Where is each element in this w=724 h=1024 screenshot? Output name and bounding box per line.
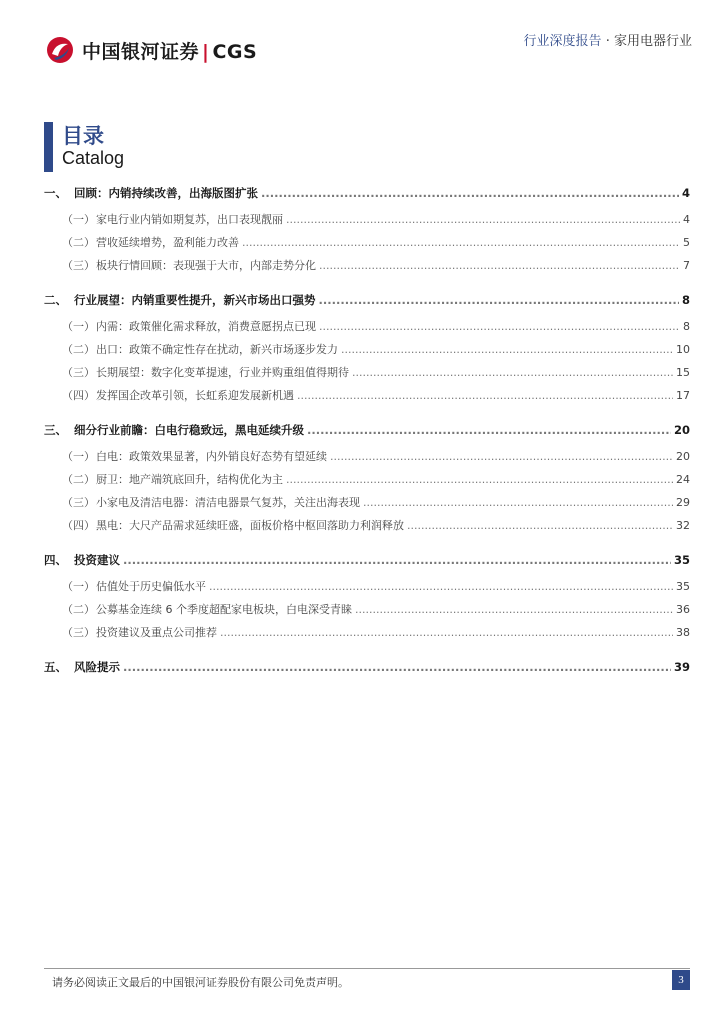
toc-leader-dots — [123, 553, 671, 567]
toc-leader-dots — [123, 660, 671, 674]
toc-entry-page: 36 — [676, 603, 690, 616]
toc-entry-number: （三） — [62, 626, 95, 639]
page-number: 3 — [672, 970, 690, 990]
toc-leader-dots — [261, 186, 679, 200]
report-type-label: 行业深度报告 — [523, 34, 602, 49]
toc-entry-page: 5 — [683, 236, 690, 249]
toc-entry-number: （一） — [62, 450, 95, 463]
toc-entry-title: 细分行业前瞻：白电行稳致远，黑电延续升级 — [74, 423, 304, 437]
toc-entry-title: 黑电：大尺产品需求延续旺盛，面板价格中枢回落助力利润释放 — [96, 519, 404, 532]
toc-entry-title: 出口：政策不确定性存在扰动，新兴市场逐步发力 — [96, 343, 338, 356]
toc-entry-number: 四、 — [44, 553, 67, 567]
toc-subsection-entry[interactable] — [44, 450, 690, 464]
toc-entry-page: 15 — [676, 366, 690, 379]
logo-abbr: CGS — [212, 40, 258, 63]
toc-leader-dots — [352, 366, 673, 380]
toc-leader-dots — [307, 423, 671, 437]
footer-divider — [44, 968, 690, 969]
toc-leader-dots — [355, 603, 673, 617]
toc-section-entry[interactable] — [44, 186, 690, 200]
toc-subsection-entry[interactable] — [44, 259, 690, 273]
toc-entry-number: 二、 — [44, 293, 67, 307]
toc-entry-title: 板块行情回顾：表现强于大市，内部走势分化 — [96, 259, 316, 272]
toc-entry-title: 小家电及清洁电器：清洁电器景气复苏，关注出海表现 — [96, 496, 360, 509]
toc-section-entry[interactable] — [44, 553, 690, 567]
toc-subsection-entry[interactable] — [44, 603, 690, 617]
toc-leader-dots — [319, 320, 680, 334]
toc-subsection-entry[interactable] — [44, 496, 690, 510]
toc-entry-page: 17 — [676, 389, 690, 402]
toc-entry-title: 回顾：内销持续改善，出海版图扩张 — [74, 186, 258, 200]
title-accent-bar — [44, 122, 53, 172]
toc-entry-number: （三） — [62, 366, 95, 379]
toc-entry-number: （二） — [62, 343, 95, 356]
toc-leader-dots — [297, 389, 673, 403]
report-separator: · — [605, 34, 610, 49]
toc-subsection-entry[interactable] — [44, 519, 690, 533]
toc-entry-page: 32 — [676, 519, 690, 532]
toc-entry-page: 20 — [676, 450, 690, 463]
toc-entry-number: （四） — [62, 519, 95, 532]
toc-entry-number: （三） — [62, 496, 95, 509]
toc-entry-number: （二） — [62, 603, 95, 616]
toc-section-entry[interactable] — [44, 423, 690, 437]
toc-entry-number: （三） — [62, 259, 95, 272]
toc-entry-number: 一、 — [44, 186, 67, 200]
toc-entry-title: 厨卫：地产端筑底回升，结构优化为主 — [96, 473, 283, 486]
toc-subsection-entry[interactable] — [44, 366, 690, 380]
toc-entry-number: （四） — [62, 389, 95, 402]
toc-entry-title: 风险提示 — [74, 660, 120, 674]
toc-entry-title: 家电行业内销如期复苏，出口表现靓丽 — [96, 213, 283, 226]
toc-leader-dots — [286, 213, 680, 227]
toc-entry-title: 估值处于历史偏低水平 — [96, 580, 206, 593]
toc-entry-number: （二） — [62, 236, 95, 249]
toc-entry-title: 营收延续增势，盈利能力改善 — [96, 236, 239, 249]
toc-section-entry[interactable] — [44, 660, 690, 674]
toc-entry-title: 发挥国企改革引领，长虹系迎发展新机遇 — [96, 389, 294, 402]
page-header — [0, 0, 724, 80]
toc-leader-dots — [330, 450, 673, 464]
toc-entry-page: 8 — [683, 320, 690, 333]
toc-entry-page: 38 — [676, 626, 690, 639]
toc-entry-title: 白电：政策效果显著，内外销良好态势有望延续 — [96, 450, 327, 463]
report-category — [524, 30, 692, 49]
toc-entry-page: 8 — [681, 293, 690, 307]
toc-entry-page: 7 — [683, 259, 690, 272]
logo-name: 中国银河证券 — [82, 40, 200, 63]
toc-leader-dots — [319, 293, 679, 307]
toc-entry-title: 公募基金连续 6 个季度超配家电板块，白电深受青睐 — [96, 603, 352, 616]
toc-entry-page: 39 — [673, 660, 690, 674]
logo-separator: | — [202, 40, 210, 63]
footer-disclaimer: 请务必阅读正文最后的中国银河证券股份有限公司免责声明。 — [52, 976, 349, 989]
toc-entry-title: 内需：政策催化需求释放，消费意愿拐点已现 — [96, 320, 316, 333]
toc-subsection-entry[interactable] — [44, 213, 690, 227]
toc-leader-dots — [319, 259, 680, 273]
toc-entry-page: 35 — [673, 553, 690, 567]
toc-subsection-entry[interactable] — [44, 473, 690, 487]
toc-entry-number: （二） — [62, 473, 95, 486]
toc-entry-number: 五、 — [44, 660, 67, 674]
catalog-title-cn: 目录 — [62, 124, 104, 148]
toc-leader-dots — [242, 236, 680, 250]
toc-entry-page: 10 — [676, 343, 690, 356]
toc-entry-page: 20 — [673, 423, 690, 437]
industry-label: 家用电器行业 — [613, 34, 692, 49]
toc-entry-title: 投资建议 — [74, 553, 120, 567]
toc-section-entry[interactable] — [44, 293, 690, 307]
toc-entry-title: 投资建议及重点公司推荐 — [96, 626, 217, 639]
logo-text — [82, 37, 257, 64]
toc-leader-dots — [286, 473, 673, 487]
toc-subsection-entry[interactable] — [44, 389, 690, 403]
company-logo — [44, 36, 257, 64]
toc-entry-page: 29 — [676, 496, 690, 509]
toc-entry-number: （一） — [62, 580, 95, 593]
toc-leader-dots — [220, 626, 673, 640]
toc-leader-dots — [363, 496, 673, 510]
toc-entry-page: 24 — [676, 473, 690, 486]
toc-entry-page: 4 — [683, 213, 690, 226]
toc-leader-dots — [209, 580, 673, 594]
toc-leader-dots — [407, 519, 673, 533]
toc-entry-number: 三、 — [44, 423, 67, 437]
toc-entry-number: （一） — [62, 213, 95, 226]
toc-subsection-entry[interactable] — [44, 236, 690, 250]
toc-leader-dots — [341, 343, 673, 357]
logo-mark-icon — [44, 36, 76, 64]
toc-entry-page: 35 — [676, 580, 690, 593]
toc-subsection-entry[interactable] — [44, 626, 690, 640]
toc-entry-page: 4 — [681, 186, 690, 200]
toc-entry-title: 长期展望：数字化变革提速，行业并购重组值得期待 — [96, 366, 349, 379]
toc-subsection-entry[interactable] — [44, 320, 690, 334]
toc-subsection-entry[interactable] — [44, 343, 690, 357]
toc-subsection-entry[interactable] — [44, 580, 690, 594]
catalog-title-en: Catalog — [62, 148, 125, 168]
toc-entry-title: 行业展望：内销重要性提升，新兴市场出口强势 — [74, 293, 316, 307]
toc-entry-number: （一） — [62, 320, 95, 333]
